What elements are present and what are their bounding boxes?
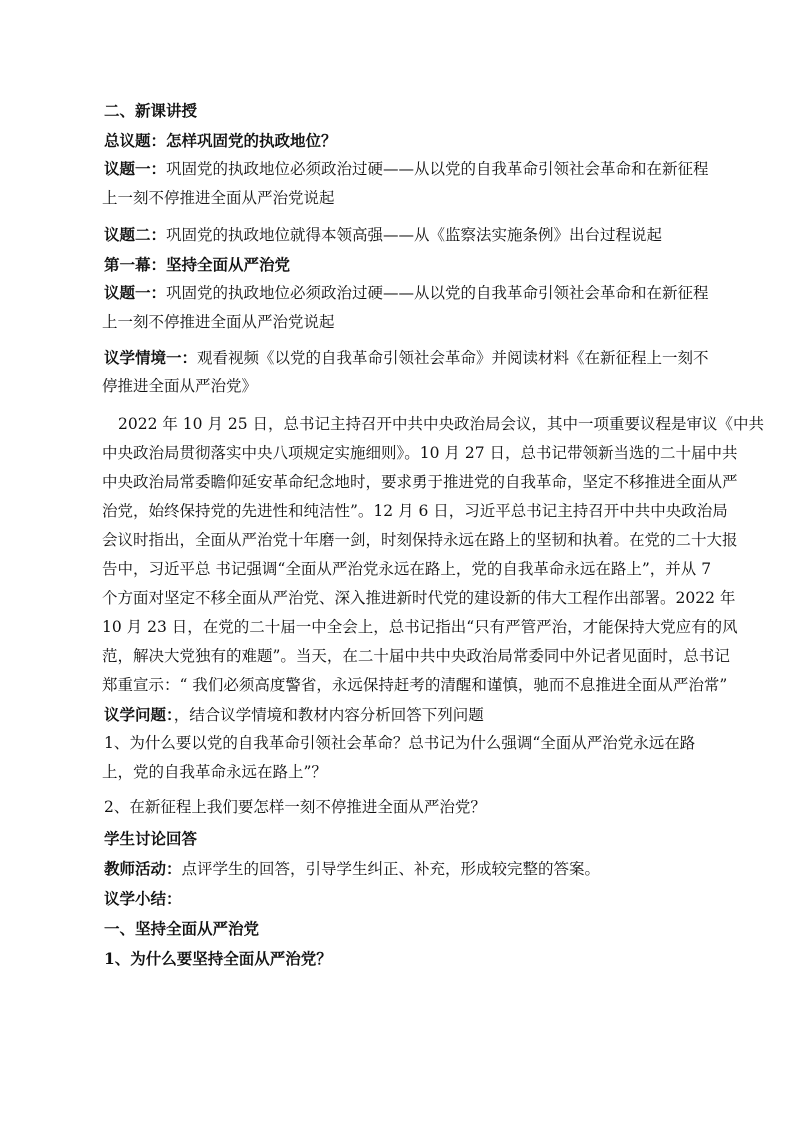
act1-topic-line2: 上一刻不停推进全面从严治党说起 bbox=[102, 313, 335, 331]
questions-intro: ，结合议学情境和教材内容分析回答下列问题 bbox=[173, 706, 484, 724]
material-line-2: 中央政治局贯彻落实中央八项规定实施细则》。10 月 27 日，总书记带领新当选的二十届中共 bbox=[102, 444, 738, 462]
summary-point-1: 一、坚持全面从严治党 bbox=[104, 919, 260, 938]
summary-label: 议学小结： bbox=[104, 889, 182, 908]
question-1-line2: 上，党的自我革命永远在路上”？ bbox=[102, 763, 327, 781]
topic1-line2: 上一刻不停推进全面从严治党说起 bbox=[102, 189, 335, 207]
material-line-6: 告中，习近平总 书记强调“全面从严治党永远在路上，党的自我革命永远在路上”，并从 7 bbox=[102, 560, 712, 578]
topic1-line1 bbox=[104, 158, 709, 180]
material-line-8: 10 月 23 日，在党的二十届一中全会上，总书记指出“只有严管严治，才能保持大党应有的风 bbox=[102, 618, 738, 636]
question-1-line1: 1、为什么要以党的自我革命引领社会革命？总书记为什么强调“全面从严治党永远在路 bbox=[104, 734, 696, 752]
material-line-3: 中央政治局常委瞻仰延安革命纪念地时，要求勇于推进党的自我革命，坚定不移推进全面从严 bbox=[102, 473, 738, 491]
overall-topic-text: 怎样巩固党的执政地位？ bbox=[166, 131, 337, 150]
teacher-activity-text: 点评学生的回答，引导学生纠正、补充，形成较完整的答案。 bbox=[181, 860, 601, 878]
scenario-line2: 停推进全面从严治党》 bbox=[102, 377, 258, 395]
scenario-line1 bbox=[104, 347, 709, 369]
act1-topic-label: 议题一： bbox=[104, 283, 167, 302]
material-line-5: 会议时指出，全面从严治党十年磨一剑，时刻保持永远在路上的坚韧和执着。在党的二十大报 bbox=[102, 531, 738, 549]
section-heading: 二、新课讲授 bbox=[104, 101, 198, 120]
teacher-activity bbox=[104, 858, 600, 880]
student-discussion: 学生讨论回答 bbox=[104, 829, 198, 848]
material-line-4: 治党，始终保持党的先进性和纯洁性”。12 月 6 日，习近平总书记主持召开中共中央政治局 bbox=[102, 502, 728, 520]
summary-question-1: 1、为什么要坚持全面从严治党？ bbox=[104, 949, 332, 968]
act1-topic-line1 bbox=[104, 282, 709, 304]
material-line-1: 2022 年 10 月 25 日，总书记主持召开中共中央政治局会议，其中一项重要议程是审议《中共 bbox=[118, 415, 765, 433]
questions-label: 议学问题： bbox=[104, 705, 174, 724]
topic2-text: 巩固党的执政地位就得本领高强——从《监察法实施条例》出台过程说起 bbox=[166, 226, 663, 244]
material-line-9: 范，解决大党独有的难题”。当天，在二十届中共中央政治局常委同中外记者见面时，总书记 bbox=[102, 647, 730, 665]
topic1-label: 议题一： bbox=[104, 159, 167, 178]
overall-topic-label: 总议题： bbox=[104, 131, 167, 150]
questions-line bbox=[104, 704, 484, 726]
topic2-label: 议题二： bbox=[104, 225, 167, 244]
scenario-label: 议学情境一： bbox=[104, 348, 198, 367]
topic1-text-1: 巩固党的执政地位必须政治过硬——从以党的自我革命引领社会革命和在新征程 bbox=[166, 160, 709, 178]
act1-heading: 第一幕：坚持全面从严治党 bbox=[104, 255, 291, 274]
act1-topic-text-1: 巩固党的执政地位必须政治过硬——从以党的自我革命引领社会革命和在新征程 bbox=[166, 284, 709, 302]
material-line-10: 郑重宣示：“ 我们必须高度警省，永远保持赶考的清醒和谨慎，驰而不息推进全面从严治常” bbox=[102, 676, 728, 694]
material-line-7: 个方面对坚定不移全面从严治党、深入推进新时代党的建设新的伟大工程作出部署。2022 年 bbox=[102, 589, 736, 607]
topic2-line bbox=[104, 224, 662, 246]
question-2: 2、在新征程上我们要怎样一刻不停推进全面从严治党？ bbox=[104, 798, 486, 816]
overall-topic bbox=[104, 130, 337, 152]
scenario-text-1: 观看视频《以党的自我革命引领社会革命》并阅读材料《在新征程上一刻不 bbox=[197, 349, 709, 367]
teacher-activity-label: 教师活动： bbox=[104, 859, 182, 878]
